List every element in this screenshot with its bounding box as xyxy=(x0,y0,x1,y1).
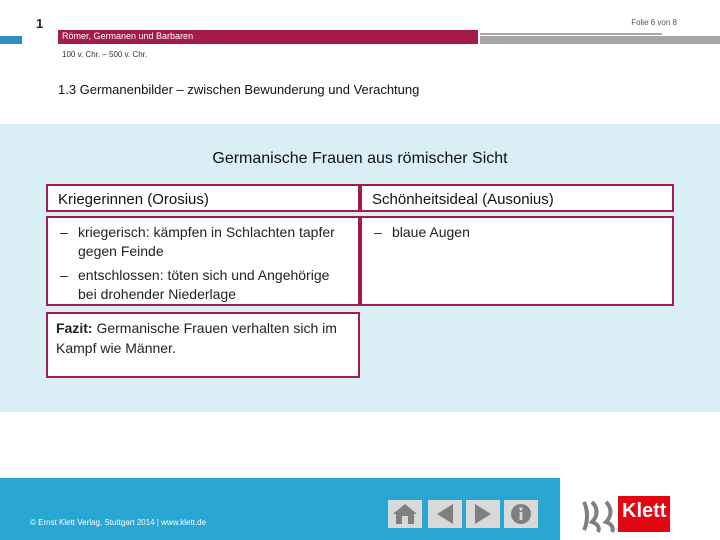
section-heading: 1.3 Germanenbilder – zwischen Bewunderung und Verachtung xyxy=(58,82,420,97)
fazit-text xyxy=(56,318,346,358)
left-column-header xyxy=(46,184,360,212)
right-column-header xyxy=(360,184,674,212)
date-range: 100 v. Chr. – 500 v. Chr. xyxy=(62,50,148,59)
home-button[interactable] xyxy=(388,500,422,528)
info-button[interactable] xyxy=(504,500,538,528)
right-column-body xyxy=(360,216,674,306)
klett-logo-mark-icon xyxy=(578,496,618,536)
left-column-body xyxy=(46,216,360,306)
right-column-header-text: Schönheitsideal (Ausonius) xyxy=(372,191,554,208)
fazit-body: Germanische Frauen verhalten sich im Kampf wie Männer. xyxy=(56,320,337,356)
fazit-label: Fazit: xyxy=(56,320,93,336)
list-item xyxy=(60,266,348,304)
forward-button[interactable] xyxy=(466,500,500,528)
list-item xyxy=(60,223,348,261)
slide-number: Folie 6 von 8 xyxy=(631,18,677,27)
back-icon xyxy=(433,502,457,526)
klett-logo-text: Klett xyxy=(622,500,667,522)
slide-title: Germanische Frauen aus römischer Sicht xyxy=(212,150,508,167)
klett-logo xyxy=(618,496,670,532)
copyright-text: © Ernst Klett Verlag, Stuttgart 2014 | www.klett.de xyxy=(30,518,207,527)
header-gray-band xyxy=(480,36,720,44)
info-icon xyxy=(509,502,533,526)
chapter-number: 1 xyxy=(36,16,44,31)
left-column-header-text: Kriegerinnen (Orosius) xyxy=(58,191,209,208)
course-title-band xyxy=(58,30,478,44)
header-divider xyxy=(480,33,662,35)
home-icon xyxy=(391,502,419,526)
bullet-dash: – xyxy=(60,224,68,240)
chapter-marker xyxy=(0,36,22,44)
course-title: Römer, Germanen und Barbaren xyxy=(62,31,194,41)
fazit-box xyxy=(46,312,360,378)
bullet-dash: – xyxy=(60,267,68,283)
bullet-text: kriegerisch: kämpfen in Schlachten tapfer gegen Feinde xyxy=(78,224,335,259)
bullet-text: entschlossen: töten sich und Angehörige bei drohender Niederlage xyxy=(78,267,330,302)
back-button[interactable] xyxy=(428,500,462,528)
list-item xyxy=(374,223,662,242)
bullet-text: blaue Augen xyxy=(392,224,470,240)
forward-icon xyxy=(471,502,495,526)
bullet-dash: – xyxy=(374,224,382,240)
